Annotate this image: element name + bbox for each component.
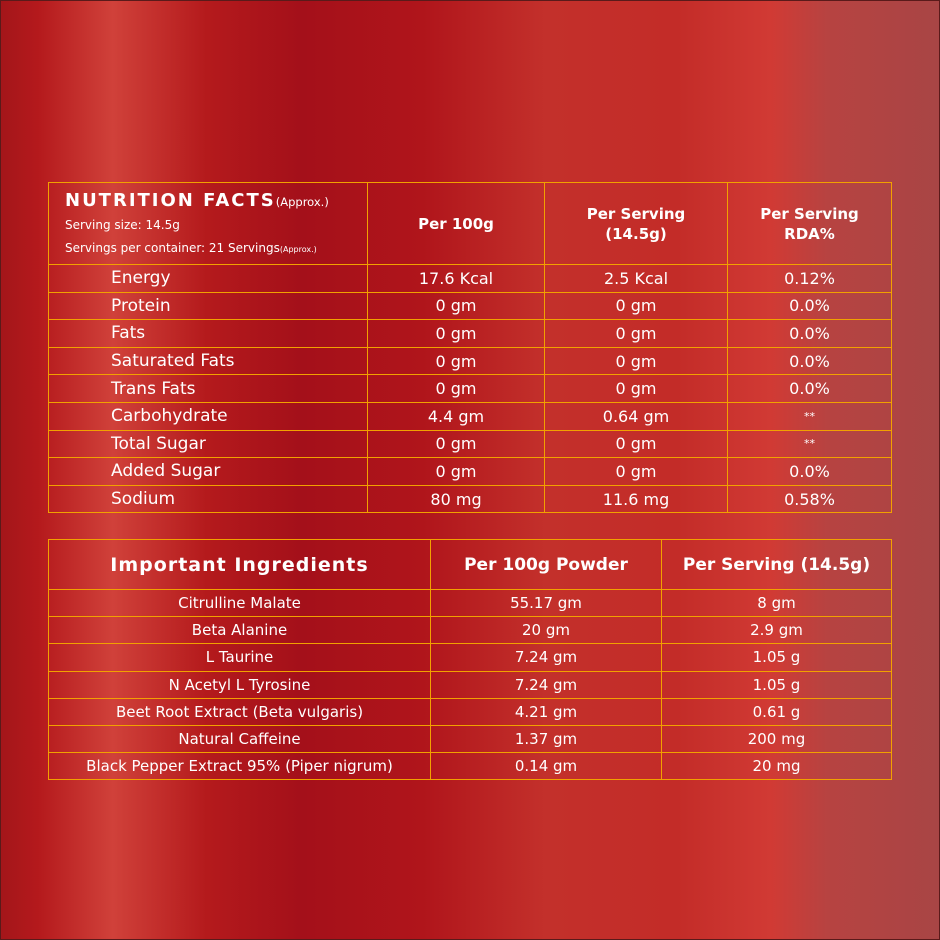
ingredient-per100g: 7.24 gm [431,644,662,671]
ingredient-per-serving: 200 mg [662,725,892,752]
nutrient-per100g: 0 gm [368,292,545,320]
nutrition-row [49,402,892,430]
nutrition-approx: (Approx.) [275,195,329,209]
ingredient-name: Citrulline Malate [49,590,431,617]
ingredients-header-row [49,540,892,590]
nutrition-row [49,375,892,403]
ingredient-row [49,753,892,780]
ingredients-table [48,539,892,780]
col-header-rda [728,183,892,265]
ingredient-per-serving: 1.05 g [662,644,892,671]
col-header-rda-line2: RDA% [784,224,835,243]
col-header-per100g [368,183,545,265]
nutrient-rda: ** [728,402,892,430]
nutrient-per100g: 0 gm [368,347,545,375]
nutrient-name: Saturated Fats [49,347,368,375]
ingredient-row [49,725,892,752]
nutrient-name: Carbohydrate [49,402,368,430]
nutrient-per-serving: 0 gm [545,292,728,320]
servings-approx: (Approx.) [279,245,317,254]
nutrient-name: Energy [49,265,368,293]
nutrient-rda: 0.58% [728,485,892,513]
ingredient-name: Beet Root Extract (Beta vulgaris) [49,698,431,725]
ingredient-per-serving: 0.61 g [662,698,892,725]
nutrient-rda: 0.12% [728,265,892,293]
ingredient-name: L Taurine [49,644,431,671]
nutrient-per-serving: 11.6 mg [545,485,728,513]
nutrition-title-cell [49,183,368,265]
ingredient-per-serving: 2.9 gm [662,617,892,644]
nutrient-per-serving: 0 gm [545,375,728,403]
nutrition-body [49,265,892,513]
ingredient-name: Black Pepper Extract 95% (Piper nigrum) [49,753,431,780]
nutrition-row [49,458,892,486]
ingredient-name: Natural Caffeine [49,725,431,752]
nutrient-per100g: 4.4 gm [368,402,545,430]
nutrient-rda: 0.0% [728,347,892,375]
nutrition-row [49,265,892,293]
serving-size: Serving size: 14.5g [65,218,180,232]
nutrition-row [49,292,892,320]
col-header-per-serving-line2: (14.5g) [605,224,667,243]
nutrient-name: Fats [49,320,368,348]
nutrient-name: Sodium [49,485,368,513]
nutrition-row [49,430,892,458]
ingredient-row [49,698,892,725]
servings-per-container-line [65,238,367,260]
nutrient-rda: 0.0% [728,458,892,486]
nutrient-name: Protein [49,292,368,320]
ingredient-per100g: 20 gm [431,617,662,644]
nutrient-rda: ** [728,430,892,458]
col-header-per100g-label: Per 100g [418,214,494,233]
col-header-per-serving-ing: Per Serving (14.5g) [662,540,892,590]
nutrient-per100g: 0 gm [368,320,545,348]
col-header-per-serving-line1: Per Serving [586,204,686,223]
nutrient-per100g: 0 gm [368,430,545,458]
nutrient-per-serving: 0 gm [545,320,728,348]
col-header-per-serving [545,183,728,265]
nutrition-title: NUTRITION FACTS [65,190,276,211]
nutrient-per-serving: 0 gm [545,458,728,486]
ingredient-row [49,671,892,698]
ingredient-row [49,617,892,644]
nutrition-row [49,485,892,513]
servings-per-container: Servings per container: 21 Servings [65,241,280,255]
nutrient-per100g: 0 gm [368,375,545,403]
ingredient-per100g: 55.17 gm [431,590,662,617]
nutrient-rda: 0.0% [728,292,892,320]
nutrition-facts-table [48,182,892,513]
ingredient-per100g: 1.37 gm [431,725,662,752]
ingredients-title: Important Ingredients [49,540,431,590]
nutrition-header-row [49,183,892,265]
ingredient-name: N Acetyl L Tyrosine [49,671,431,698]
nutrient-per-serving: 0.64 gm [545,402,728,430]
ingredient-per-serving: 20 mg [662,753,892,780]
nutrient-name: Total Sugar [49,430,368,458]
nutrition-row [49,320,892,348]
nutrient-per-serving: 0 gm [545,430,728,458]
col-header-per100g-powder: Per 100g Powder [431,540,662,590]
ingredient-row [49,590,892,617]
nutrient-per100g: 80 mg [368,485,545,513]
nutrient-per100g: 17.6 Kcal [368,265,545,293]
nutrient-per-serving: 2.5 Kcal [545,265,728,293]
nutrient-name: Trans Fats [49,375,368,403]
ingredients-body [49,590,892,780]
nutrition-row [49,347,892,375]
nutrient-per-serving: 0 gm [545,347,728,375]
nutrient-name: Added Sugar [49,458,368,486]
ingredient-per-serving: 8 gm [662,590,892,617]
nutrient-rda: 0.0% [728,320,892,348]
col-header-rda-line1: Per Serving [760,204,859,223]
nutrient-rda: 0.0% [728,375,892,403]
ingredient-row [49,644,892,671]
ingredient-per100g: 4.21 gm [431,698,662,725]
ingredient-name: Beta Alanine [49,617,431,644]
ingredient-per100g: 7.24 gm [431,671,662,698]
ingredient-per-serving: 1.05 g [662,671,892,698]
ingredient-per100g: 0.14 gm [431,753,662,780]
nutrient-per100g: 0 gm [368,458,545,486]
